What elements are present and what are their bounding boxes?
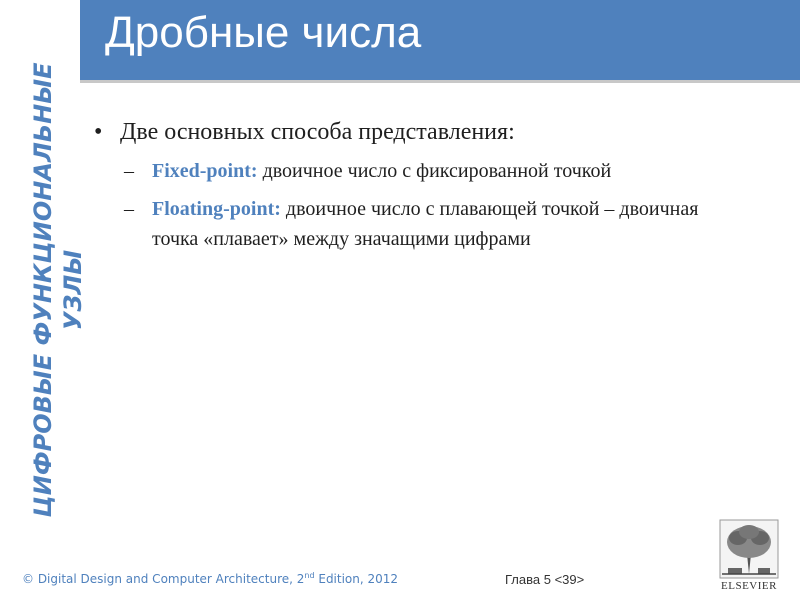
sub-item-marker: –: [124, 160, 134, 182]
sub-item-term: Floating-point:: [152, 198, 281, 220]
sub-item-fixed-point: [124, 156, 730, 186]
slide-title: Дробные числа: [105, 8, 422, 57]
sub-item-text: двоичное число с фиксированной точкой: [257, 160, 612, 182]
side-label: ЦИФРОВЫЕ ФУНКЦИОНАЛЬНЫЕ УЗЛЫ: [29, 62, 87, 518]
sub-item-term: Fixed-point:: [152, 160, 258, 182]
elsevier-tree-logo-icon: [718, 518, 780, 580]
elsevier-logo: [718, 518, 780, 592]
footer-prefix: © Digital Design and Computer Architecture, 2: [22, 572, 305, 586]
footer-copyright: [22, 571, 398, 586]
sub-item-marker: –: [124, 198, 134, 220]
footer-sup: nd: [304, 571, 315, 580]
sub-item-text: двоичное число с плавающей точкой – двоичная точка «плавает» между значащими цифрами: [152, 198, 699, 250]
bullet-item: [90, 116, 730, 148]
bullet-marker: •: [94, 119, 103, 145]
footer-suffix: Edition, 2012: [314, 572, 399, 586]
page-number: Глава 5 <39>: [505, 572, 585, 587]
bullet-text: Две основных способа представления:: [120, 119, 515, 145]
logo-text: ELSEVIER: [721, 580, 777, 592]
sub-item-floating-point: [124, 194, 730, 254]
slide-content: [90, 116, 730, 254]
